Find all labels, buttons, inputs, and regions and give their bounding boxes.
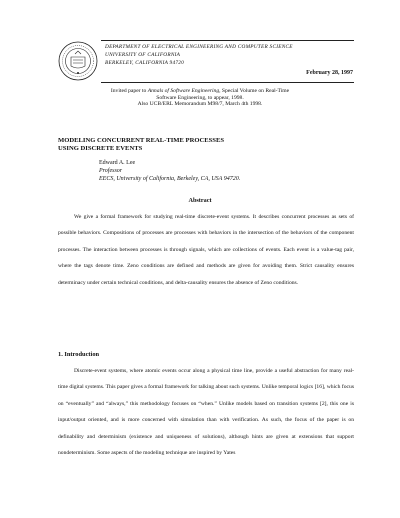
letterhead-address [105, 43, 293, 67]
university-seal-logo [58, 41, 98, 81]
author-role: Professor [99, 167, 123, 174]
invited-line2: Software Engineering, to appear, 1998. [156, 94, 244, 101]
introduction-text: Discrete-event systems, where atomic events occur along a physical time line, provide a useful abstraction for many real-time digital systems. This paper gives a formal framework for talking about such systems. Unlike temporal logics [16], which focus on “eventually” and “always,” this methodology focuses on “when.” Unlike models based on transition systems [2], this one is input/output oriented, and is more concerned with simulation than with verification. As such, the focus of the paper is on definability and determinism (existence and uniqueness of solutions), although hints are given at extensions that support nondeterminism. Some aspects of the modeling technique are inspired by Yates [58, 368, 354, 457]
journal-name: Annals of Software Engineering [147, 88, 220, 94]
abstract-text: We give a formal framework for studying real-time discrete-event systems. It describes concurrent processes as sets of possible behaviors. Compositions of processes are processes with behaviors in the intersection of the behaviors of the component processes. The interaction between processes is through signals, which are collections of events. Each event is a value-tag pair, where the tags denote time. Zeno conditions are defined and methods are given for avoiding them. Strict causality ensures determinacy under certain technical conditions, and delta-causality ensures the absence of Zeno conditions. [58, 214, 354, 286]
invited-line3: Also UCB/ERL Memorandum M98/7, March 4th 1998. [137, 101, 263, 108]
department-name: DEPARTMENT OF ELECTRICAL ENGINEERING AND COMPUTER SCIENCE [105, 44, 293, 50]
letterhead-bottom-rule [101, 82, 354, 83]
title-line-1: MODELING CONCURRENT REAL-TIME PROCESSES [58, 137, 225, 144]
letterhead-top-rule [101, 40, 354, 41]
university-name: UNIVERSITY OF CALIFORNIA [105, 52, 181, 58]
invited-line1-suffix: , Special Volume on Real-Time [219, 88, 290, 94]
invited-line1-prefix: Invited paper to [110, 88, 148, 94]
university-location: BERKELEY, CALIFORNIA 94720 [105, 60, 185, 66]
introduction-heading: 1. Introduction [58, 351, 100, 358]
paper-title [58, 137, 224, 153]
author-block [99, 160, 240, 183]
abstract-heading: Abstract [188, 197, 212, 204]
paper-date: February 28, 1997 [306, 70, 353, 76]
author-name: Edward A. Lee [99, 160, 136, 166]
title-line-2: USING DISCRETE EVENTS [58, 145, 143, 153]
author-affiliation: EECS, University of California, Berkeley, CA, USA 94720. [99, 175, 241, 182]
invited-note [80, 88, 320, 108]
